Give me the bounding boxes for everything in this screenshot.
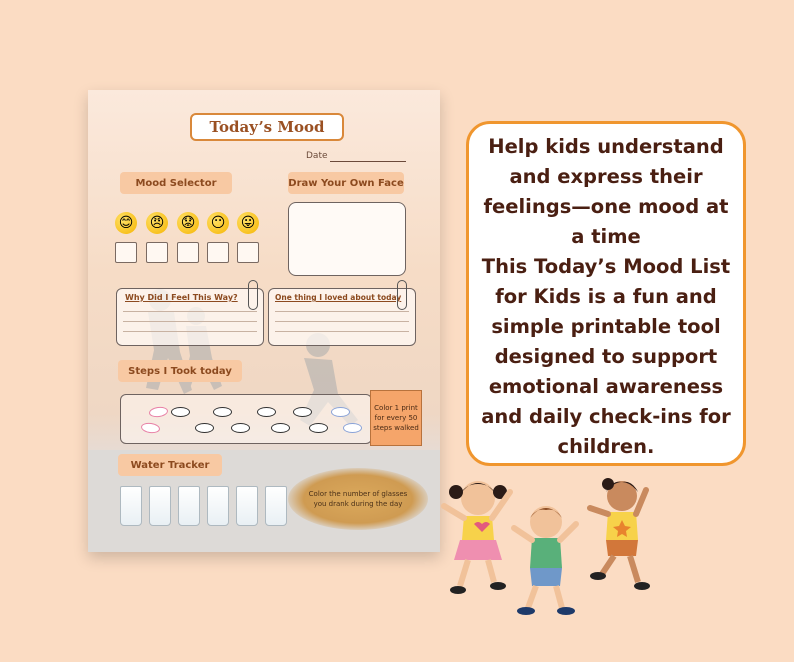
- draw-face-box: [288, 202, 406, 276]
- mood-checkbox: [177, 242, 199, 263]
- neutral-emoji-icon: 😶: [207, 212, 229, 234]
- cartoon-kids-illustration: [430, 470, 670, 620]
- date-label: Date: [306, 151, 328, 161]
- water-note-text: Color the number of glasses you drank during the day: [308, 490, 408, 508]
- mood-worksheet: [88, 90, 440, 552]
- angry-emoji-icon: 😠: [146, 212, 168, 234]
- mood-checkbox: [146, 242, 168, 263]
- promo-heading: Help kids understand and express their feelings—one mood at a time: [483, 135, 729, 248]
- footprint-icon: [195, 423, 214, 433]
- writing-line: [123, 331, 257, 332]
- footprint-icon: [213, 407, 232, 417]
- footprint-icon: [140, 422, 160, 435]
- writing-line: [275, 311, 409, 312]
- mood-checkbox: [237, 242, 259, 263]
- steps-box: [120, 394, 372, 444]
- mood-checkbox: [207, 242, 229, 263]
- footprint-icon: [257, 407, 276, 417]
- footprint-icon: [231, 423, 250, 433]
- promo-callout: [466, 121, 746, 466]
- loved-today-box: [268, 288, 416, 346]
- boy-center-icon: [514, 506, 576, 615]
- steps-note: Color 1 print for every 50 steps walked: [370, 390, 422, 446]
- water-glass-icon: [236, 486, 258, 526]
- paperclip-icon: [397, 280, 407, 310]
- worksheet-title: Today’s Mood: [190, 113, 344, 141]
- girl-right-icon: [590, 478, 650, 590]
- writing-line: [275, 321, 409, 322]
- loved-today-label: One thing I loved about today: [275, 293, 402, 302]
- why-feel-label: Why Did I Feel This Way?: [125, 293, 238, 302]
- footprint-icon: [331, 407, 350, 417]
- footprint-icon: [293, 407, 312, 417]
- water-note: [288, 468, 428, 530]
- writing-line: [123, 311, 257, 312]
- date-line: [330, 161, 406, 162]
- water-glass-icon: [120, 486, 142, 526]
- water-glass-icon: [149, 486, 171, 526]
- worried-emoji-icon: 😟: [177, 212, 199, 234]
- writing-line: [123, 321, 257, 322]
- water-glass-icon: [265, 486, 287, 526]
- mood-checkbox: [115, 242, 137, 263]
- footprint-icon: [343, 423, 362, 433]
- writing-line: [275, 331, 409, 332]
- water-glass-icon: [178, 486, 200, 526]
- why-feel-box: [116, 288, 264, 346]
- draw-face-label: Draw Your Own Face: [288, 172, 404, 194]
- water-glass-icon: [207, 486, 229, 526]
- girl-pigtails-icon: [444, 481, 510, 594]
- steps-label: Steps I Took today: [118, 360, 242, 382]
- silly-emoji-icon: 😛: [237, 212, 259, 234]
- footprint-icon: [171, 407, 190, 417]
- water-tracker-label: Water Tracker: [118, 454, 222, 476]
- footprint-icon: [148, 406, 168, 419]
- paperclip-icon: [248, 280, 258, 310]
- happy-emoji-icon: 😊: [115, 212, 137, 234]
- footprint-icon: [309, 423, 328, 433]
- mood-selector-label: Mood Selector: [120, 172, 232, 194]
- footprint-icon: [271, 423, 290, 433]
- promo-body: This Today’s Mood List for Kids is a fun and simple printable tool designed to support emotional awareness and daily check-ins for children.: [481, 255, 731, 458]
